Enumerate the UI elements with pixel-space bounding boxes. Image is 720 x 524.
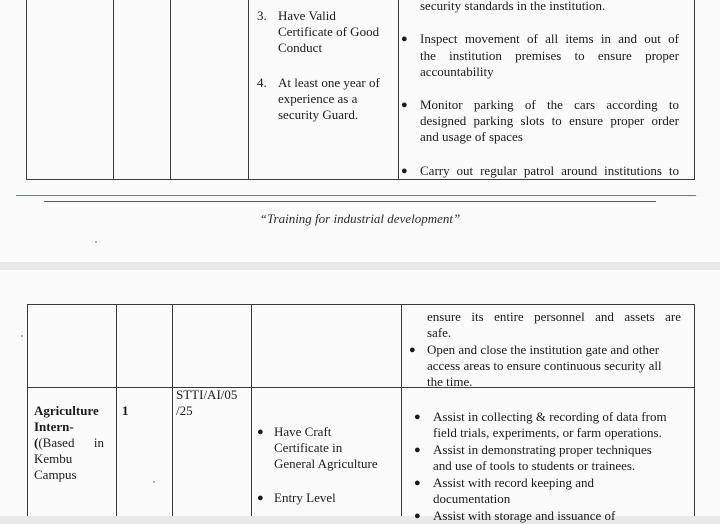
- duty-text: Assist with storage and issuance of: [433, 508, 616, 523]
- requirement-text: Entry Level: [274, 490, 336, 505]
- requirement-text: Certificate in: [274, 440, 343, 455]
- document-page-2: [0, 270, 720, 523]
- bullet-icon: ●: [414, 477, 421, 489]
- table-row-divider: [27, 387, 695, 388]
- duty-text: Carry out regular patrol around institutions to: [420, 163, 679, 178]
- bullet-icon: ●: [401, 99, 408, 111]
- table-column-divider: [398, 0, 399, 180]
- requirement-text: At least one year of: [278, 75, 380, 90]
- bullet-icon: ●: [257, 426, 264, 438]
- position-location: ((Based in: [34, 435, 104, 450]
- duty-text: Monitor parking of the cars according to: [420, 97, 679, 112]
- scan-speck: [21, 335, 23, 337]
- reference-number: /25: [176, 403, 193, 418]
- footer-red-rule: [16, 195, 696, 196]
- position-count: 1: [122, 403, 129, 418]
- table-border-left: [26, 0, 27, 180]
- requirement-text: security Guard.: [278, 107, 359, 122]
- table-column-divider: [113, 0, 114, 180]
- bullet-icon: ●: [401, 165, 408, 177]
- duty-text: the institution premises to ensure proper: [420, 48, 679, 63]
- bullet-icon: ●: [414, 411, 421, 423]
- duty-text: accountability: [420, 64, 494, 79]
- table-column-divider: [170, 0, 171, 180]
- table-column-divider: [251, 304, 252, 516]
- duty-text: Assist in demonstrating proper techniques: [433, 442, 652, 457]
- duty-text: security standards in the institution.: [420, 0, 606, 13]
- requirement-text: experience as a: [278, 91, 358, 106]
- duty-text: access areas to ensure continuous security all: [427, 358, 662, 373]
- duty-text: Assist with record keeping and: [433, 475, 595, 490]
- position-title: Intern-: [34, 419, 74, 434]
- duty-text: and usage of spaces: [420, 129, 523, 144]
- duty-text: field trials, experiments, or farm operations.: [433, 425, 662, 440]
- position-location: Kembu: [34, 451, 73, 466]
- duty-text: and use of tools to students or trainees.: [433, 458, 636, 473]
- duty-text: safe.: [427, 325, 452, 340]
- duty-text: Inspect movement of all items in and out of: [420, 31, 679, 46]
- requirement-number: 3.: [257, 8, 267, 23]
- table-border-top: [27, 304, 695, 305]
- position-location: Campus: [34, 467, 77, 482]
- table-border-right: [694, 0, 695, 180]
- bullet-icon: ●: [414, 510, 421, 522]
- bullet-icon: ●: [409, 344, 416, 356]
- table-column-divider: [248, 0, 249, 180]
- table-border-left: [27, 304, 28, 516]
- duty-text: documentation: [433, 491, 511, 506]
- scan-speck: [153, 481, 155, 483]
- table-column-divider: [172, 304, 173, 516]
- duty-text: the time.: [427, 374, 473, 389]
- duty-text: ensure its entire personnel and assets are: [427, 309, 681, 324]
- table-column-divider: [116, 304, 117, 516]
- requirement-text: Certificate of Good: [278, 24, 380, 39]
- reference-number: STTI/AI/05: [176, 387, 238, 402]
- table-border-right: [694, 304, 695, 516]
- requirement-number: 4.: [257, 75, 267, 90]
- duty-text: Open and close the institution gate and other: [427, 342, 660, 357]
- table-column-divider: [401, 304, 402, 516]
- bullet-icon: ●: [414, 444, 421, 456]
- footer-black-rule: [44, 201, 656, 202]
- requirement-text: Have Craft: [274, 424, 332, 439]
- duty-text: Assist in collecting & recording of data from: [433, 409, 667, 424]
- duty-text: designed parking slots to ensure proper order: [420, 113, 679, 128]
- position-title: Agriculture: [34, 403, 99, 418]
- bullet-icon: ●: [257, 492, 264, 504]
- requirement-text: General Agriculture: [274, 456, 378, 471]
- requirement-text: Conduct: [278, 40, 323, 55]
- requirement-text: Have Valid: [278, 8, 336, 23]
- bullet-icon: ●: [401, 33, 408, 45]
- footer-motto: “Training for industrial development”: [259, 211, 461, 226]
- scan-speck: [95, 241, 97, 243]
